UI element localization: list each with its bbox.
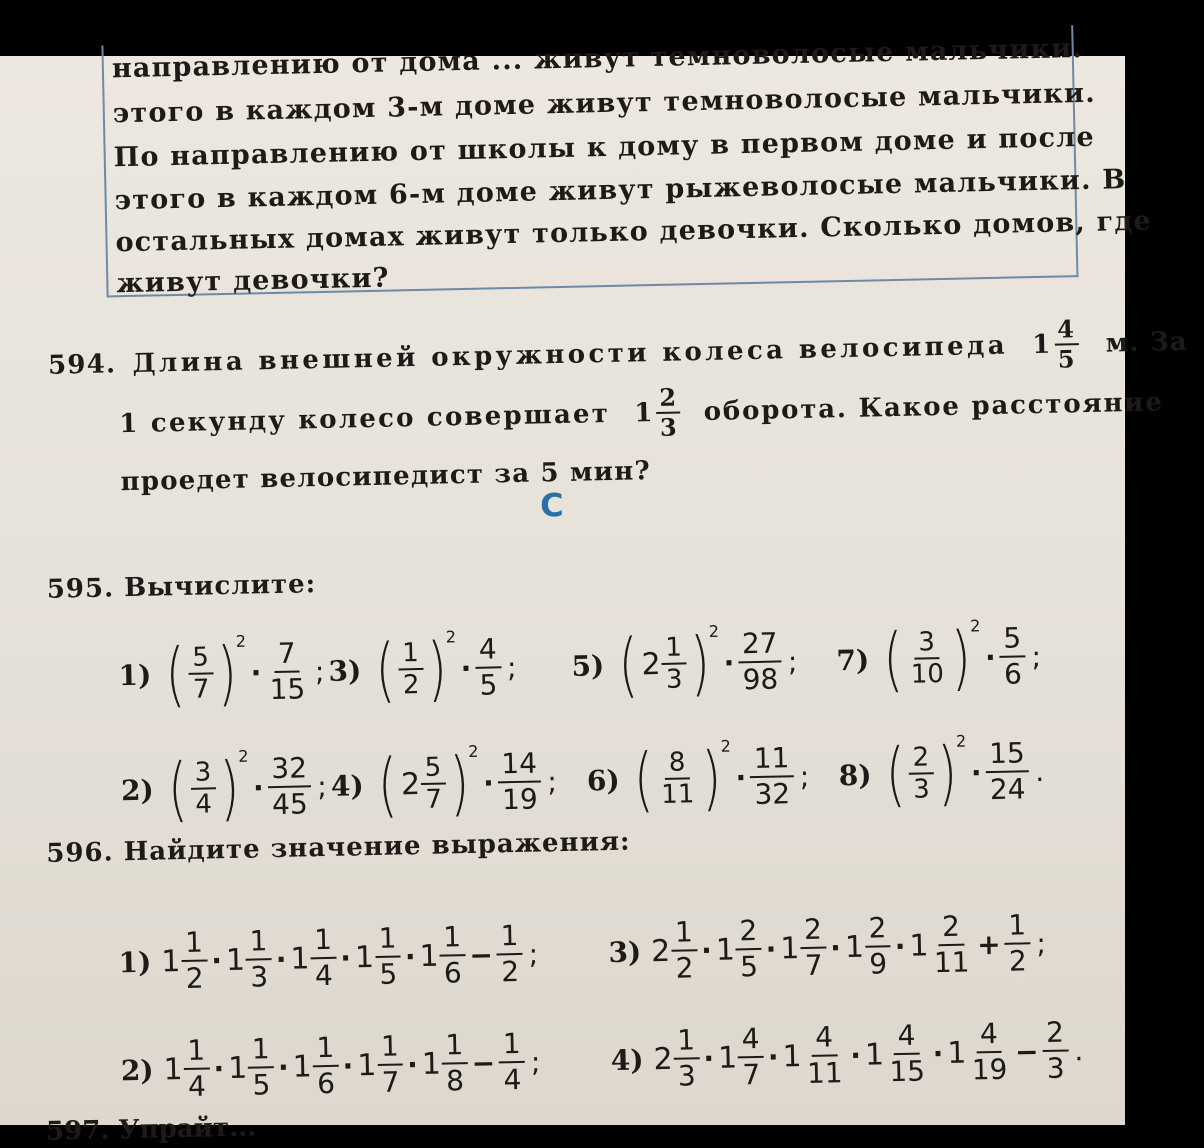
numerator: 4 [893,1019,920,1056]
exponent: 2 [235,631,247,651]
numerator: 1 [1004,908,1031,945]
multiply-dot-icon: · [767,1040,779,1074]
right-paren-icon: ) [426,627,448,710]
left-paren-icon: ( [164,632,186,716]
fraction [267,751,312,822]
intro-text [111,32,1153,299]
fraction [661,632,687,695]
fraction [183,1034,210,1105]
problem-596-header [46,827,631,869]
fraction [312,1031,339,1102]
expression [328,627,517,711]
whole-part: 1 [225,942,246,978]
p594-text: Длина внешней окружности колеса велосипеда [132,330,1009,379]
fraction [265,636,310,707]
denominator: 4 [314,958,334,993]
p594-line3 [120,456,651,497]
denominator: 45 [271,787,309,822]
multiply-dot-icon: · [703,1041,715,1075]
section-letter: С [539,485,565,525]
item-label: 1) [118,945,152,979]
problem-594 [47,314,1189,498]
numerator: 15 [985,736,1029,773]
denominator: 4 [503,1062,522,1097]
whole-part: 1 [717,1039,738,1076]
exponent: 2 [238,746,249,766]
expression [838,731,1045,816]
numerator: 2 [800,913,827,950]
denominator: 5 [739,949,759,984]
fraction [374,921,401,992]
whole-part: 2 [650,933,671,969]
multiply-dot-icon: · [460,651,472,685]
item-label: 7) [836,643,870,677]
fraction [929,909,974,980]
multiply-dot-icon: · [339,941,352,975]
multiply-dot-icon: · [213,1051,225,1085]
textbook-page [0,32,1189,1147]
denominator: 3 [249,960,269,994]
left-paren-icon: ( [374,628,396,711]
numerator: 2 [1042,1016,1069,1053]
intro-line: остальных домах живут только девочки. Сколько домов, где [115,205,1153,259]
right-paren-icon: ) [448,742,470,825]
denominator: 11 [933,945,970,980]
denominator: 24 [989,772,1026,807]
numerator: 2 [938,910,965,947]
numerator: 2 [908,742,933,775]
numerator: 3 [190,757,215,790]
multiply-dot-icon: · [406,1047,419,1081]
numerator: 2 [864,911,891,948]
numerator: 7 [273,637,300,674]
denominator: 7 [192,674,210,705]
fraction [439,920,466,991]
item-label: 4) [610,1042,644,1077]
fraction [906,627,948,690]
right-paren-icon: ) [701,736,723,820]
numerator: 4 [737,1022,764,1059]
numerator: 11 [749,741,793,778]
punctuation: ; [787,644,798,678]
fraction [496,919,523,990]
denominator: 32 [754,777,791,812]
p594-text: 1 секунду колесо совершает [119,398,611,440]
denominator: 5 [479,668,498,702]
fraction [985,736,1030,807]
fraction [420,752,446,815]
fraction [498,1027,525,1098]
numerator: 27 [738,626,782,663]
exponent: 2 [445,627,457,647]
fraction [656,383,681,441]
denominator: 2 [500,954,520,989]
denominator: 3 [659,412,679,442]
numerator: 4 [1054,315,1079,345]
multiply-dot-icon: · [342,1048,354,1083]
whole-part: 2 [641,646,661,682]
whole-part: 1 [633,398,654,429]
denominator: 11 [660,779,695,810]
whole-part: 1 [354,939,375,975]
numerator: 1 [181,926,208,963]
fraction [656,747,698,810]
item-label: 6) [586,763,620,798]
denominator: 6 [1003,657,1023,691]
whole-part: 1 [844,929,865,965]
exponent: 2 [468,741,479,762]
denominator: 7 [381,1065,400,1099]
fraction [737,1022,764,1093]
fraction [1042,1016,1069,1087]
intro-line: направлению от дома ... живут темноволосые мальчики. [111,32,1084,85]
item-label: 1) [118,658,152,692]
numerator: 2 [656,383,681,413]
exponent: 2 [969,616,981,636]
denominator: 4 [187,1069,207,1103]
denominator: 7 [804,948,823,983]
denominator: 2 [185,961,204,995]
item-label: 5) [571,648,605,683]
denominator: 11 [806,1056,844,1090]
numerator: 1 [439,920,466,957]
problem-title: Вычислите: [123,569,317,604]
numerator: 1 [247,1032,274,1069]
exponent: 2 [720,736,732,756]
whole-part: 2 [400,766,421,802]
multiply-dot-icon: · [700,933,713,967]
operator: − [469,938,494,972]
fraction [190,757,216,820]
denominator: 10 [910,659,945,690]
punctuation: ; [1031,639,1042,673]
denominator: 9 [868,947,888,981]
fraction [673,1023,700,1094]
punctuation: ; [547,764,558,798]
multiply-dot-icon: · [765,932,777,966]
numerator: 1 [183,1034,210,1071]
punctuation: . [1034,754,1045,788]
intro-line: этого в каждом 6-м доме живут рыжеволосые мальчики. В [114,163,1127,216]
left-paren-icon: ( [632,738,654,821]
fraction [1004,908,1031,979]
problem-title: Найдите значение выражения: [123,826,631,868]
whole-part: 1 [163,1051,184,1087]
punctuation: ; [1036,926,1047,960]
fraction [738,626,783,697]
denominator: 3 [677,1059,697,1093]
exponent: 2 [955,731,967,751]
whole-part: 1 [782,1038,803,1074]
fraction [864,911,891,982]
multiply-dot-icon: · [735,760,747,794]
punctuation: ; [506,650,517,684]
numerator: 1 [671,915,698,952]
whole-part: 1 [421,1046,442,1082]
multiply-dot-icon: · [482,765,495,800]
numerator: 1 [312,1031,339,1068]
fraction [377,1029,404,1100]
whole-part: 1 [1031,329,1052,361]
denominator: 19 [501,782,539,817]
denominator: 98 [742,662,779,697]
denominator: 15 [269,672,306,707]
denominator: 15 [889,1054,926,1089]
fraction [398,638,424,701]
whole-part: 1 [909,927,929,964]
item-label: 3) [328,653,362,688]
p594-text: проедет велосипедист за 5 мин? [120,456,652,498]
whole-part: 1 [356,1047,377,1083]
fraction [884,1018,929,1089]
numerator: 1 [661,632,686,665]
fraction [245,924,272,995]
p594-text: м. За [1105,326,1189,359]
denominator: 6 [316,1066,336,1101]
numerator: 5 [188,642,213,675]
item-label: 8) [838,758,872,792]
numerator: 1 [374,921,401,958]
expression [120,746,328,831]
punctuation: ; [528,937,539,971]
whole-part: 1 [419,938,439,974]
right-paren-icon: ) [936,731,958,815]
intro-line: этого в каждом 3-м доме живут темноволосые мальчики. [112,77,1097,129]
punctuation: ; [799,759,810,793]
expression [586,736,810,821]
operator: + [976,927,1001,961]
numerator: 1 [673,1023,700,1060]
numerator: 1 [245,924,272,961]
fraction [967,1017,1012,1088]
next-problem-cut: 597. Упрайт... [45,1112,257,1147]
numerator: 4 [475,632,502,669]
multiply-dot-icon: · [275,942,287,976]
denominator: 2 [675,951,694,985]
fraction [310,923,337,994]
multiply-dot-icon: · [723,645,735,680]
intro-line: живут девочки? [116,262,390,299]
numerator: 4 [811,1020,838,1057]
multiply-dot-icon: · [829,930,842,964]
left-paren-icon: ( [884,732,906,816]
denominator: 5 [252,1068,271,1102]
whole-part: 1 [715,931,736,968]
right-paren-icon: ) [218,746,240,830]
left-paren-icon: ( [166,747,188,831]
denominator: 7 [742,1057,761,1092]
denominator: 4 [195,789,213,820]
p594-text: оборота. Какое расстояние [703,387,1164,427]
left-paren-icon: ( [882,617,904,701]
denominator: 3 [912,774,931,805]
punctuation: ; [316,769,328,803]
multiply-dot-icon: · [932,1036,944,1070]
problem-595-header [46,569,316,605]
multiply-dot-icon: · [970,755,982,789]
denominator: 5 [1057,344,1077,374]
expression [118,919,539,998]
expression [118,631,325,716]
numerator: 5 [420,752,445,785]
numerator: 1 [310,923,337,960]
right-paren-icon: ) [689,621,711,705]
whole-part: 1 [864,1036,885,1073]
exponent: 2 [708,621,720,641]
multiply-dot-icon: · [210,943,223,977]
problem-number: 596. [45,837,114,869]
numerator: 1 [441,1028,468,1065]
fraction [735,914,762,985]
right-paren-icon: ) [950,616,972,699]
item-label: 3) [608,934,642,969]
whole-part: 1 [227,1050,248,1086]
fraction [475,632,502,703]
item-label: 4) [330,768,365,803]
fraction [1054,315,1079,373]
expression [571,621,798,706]
whole-part: 1 [292,1048,313,1085]
fraction [999,621,1026,692]
fraction [188,642,214,705]
fraction [247,1032,274,1103]
whole-part: 1 [946,1035,967,1071]
item-label: 2) [120,773,155,807]
right-paren-icon: ) [216,631,238,715]
punctuation: ; [314,654,325,688]
multiply-dot-icon: · [404,939,416,973]
problem-number: 595. [46,573,115,605]
numerator: 8 [665,747,690,780]
item-label: 2) [120,1053,154,1087]
fraction [908,742,934,805]
denominator: 2 [1008,944,1028,978]
multiply-dot-icon: · [252,770,265,805]
operator: − [1014,1034,1039,1069]
intro-line: По направлению от школы к дому в первом доме и после [113,121,1096,174]
multiply-dot-icon: · [894,929,906,963]
whole-part: 2 [653,1041,673,1077]
numerator: 1 [498,1027,525,1064]
denominator: 8 [445,1064,465,1098]
whole-part: 1 [160,943,181,979]
expression [836,616,1042,701]
whole-part: 1 [290,940,310,977]
numerator: 14 [497,746,541,783]
expression [608,908,1047,987]
numerator: 3 [914,627,939,660]
numerator: 4 [976,1017,1003,1054]
expression [610,1015,1084,1095]
numerator: 1 [377,1029,404,1066]
numerator: 1 [398,638,423,671]
numerator: 32 [267,751,311,788]
expression [330,741,558,826]
numerator: 2 [735,914,762,951]
multiply-dot-icon: · [277,1050,290,1084]
denominator: 3 [665,664,683,695]
multiply-dot-icon: · [250,655,262,690]
multiply-dot-icon: · [984,640,997,674]
fraction [749,741,794,812]
denominator: 6 [443,956,463,990]
whole-part: 1 [779,930,800,967]
left-paren-icon: ( [617,623,639,706]
denominator: 7 [425,784,443,815]
mixed-number [634,383,684,442]
fraction [671,915,698,986]
denominator: 19 [971,1052,1008,1087]
fraction [800,913,827,984]
mixed-number [1032,315,1082,374]
numerator: 5 [999,621,1026,658]
left-paren-icon: ( [376,743,398,826]
fraction [802,1020,847,1091]
problem-number: 594. [47,349,117,381]
multiply-dot-icon: · [849,1038,862,1072]
denominator: 2 [402,670,420,701]
operator: − [471,1046,496,1080]
denominator: 3 [1046,1051,1066,1085]
fraction [181,926,208,997]
denominator: 5 [379,957,398,991]
fraction [441,1028,468,1099]
expression [120,1027,541,1106]
fraction [497,746,542,817]
numerator: 1 [496,919,523,956]
punctuation: ; [530,1045,541,1079]
punctuation: . [1073,1033,1084,1067]
